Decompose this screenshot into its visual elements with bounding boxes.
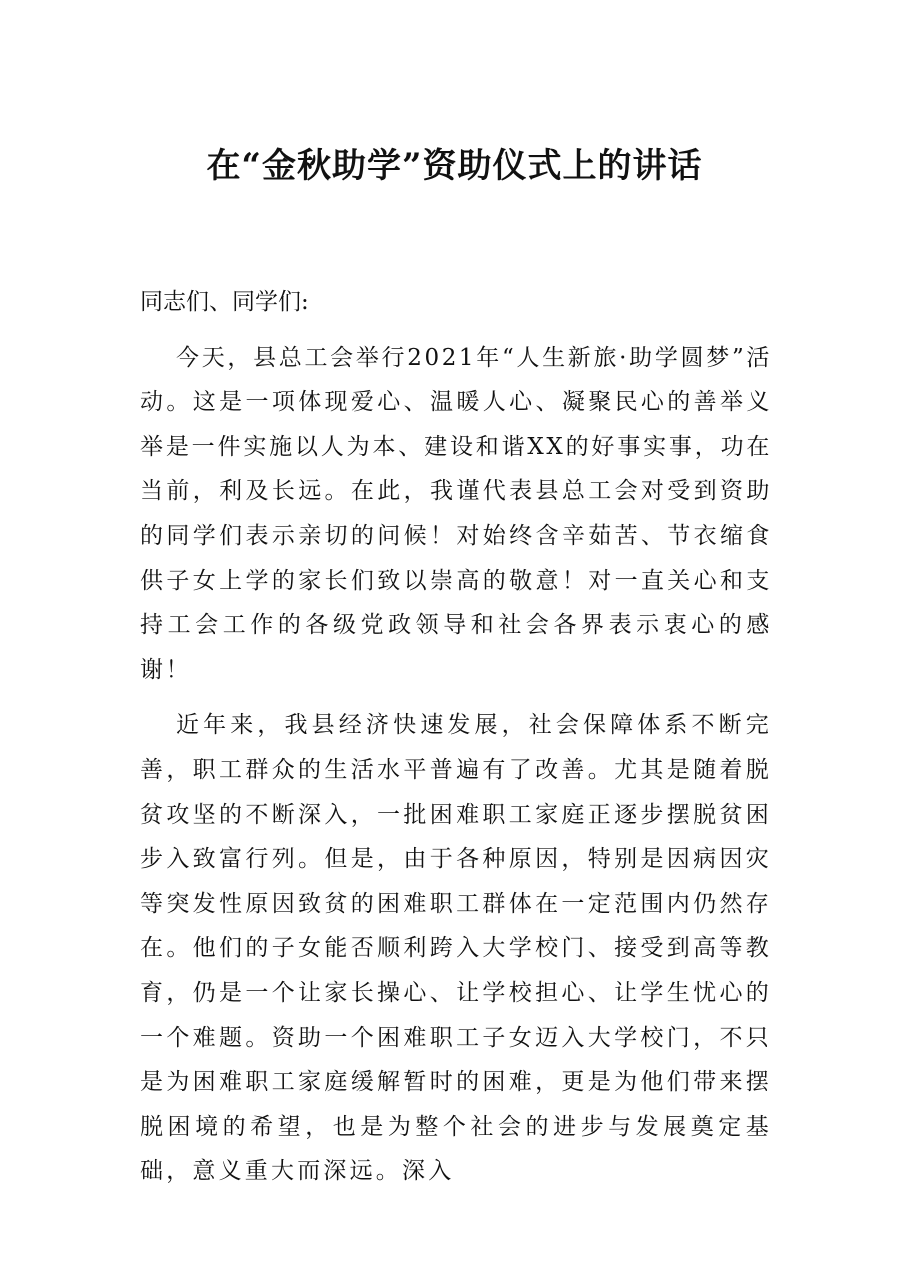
document-title: 在“金秋助学”资助仪式上的讲话	[206, 146, 703, 186]
paragraph-2: 近年来，我县经济快速发展，社会保障体系不断完善，职工群众的生活水平普遍有了改善。尤其是随着脱贫攻坚的不断深入，一批困难职工家庭正逐步摆脱贫困步入致富行列。但是，由于各种原因，特别是因病因灾等突发性原因致贫的困难职工群体在一定范围内仍然存在。他们的子女能否顺利跨入大学校门、接受到高等教育，仍是一个让家长操心、让学校担心、让学生忧心的一个难题。资助一个困难职工子女迈入大学校门，不只是为困难职工家庭缓解暂时的困难，更是为他们带来摆脱困境的希望，也是为整个社会的进步与发展奠定基础，意义重大而深远。深入	[140, 712, 772, 1185]
salutation: 同志们、同学们:	[140, 289, 309, 315]
document-body	[140, 280, 772, 1205]
paragraph-1: 今天，县总工会举行2021年“人生新旅·助学圆梦”活动。这是一项体现爱心、温暖人心、凝聚民心的善举义举是一件实施以人为本、建设和谐XX的好事实事，功在当前，利及长远。在此，我谨代表县总工会对受到资助的同学们表示亲切的问候！对始终含辛茹苦、节衣缩食供子女上学的家长们致以崇高的敬意！对一直关心和支持工会工作的各级党政领导和社会各界表示衷心的感谢！	[140, 344, 772, 683]
